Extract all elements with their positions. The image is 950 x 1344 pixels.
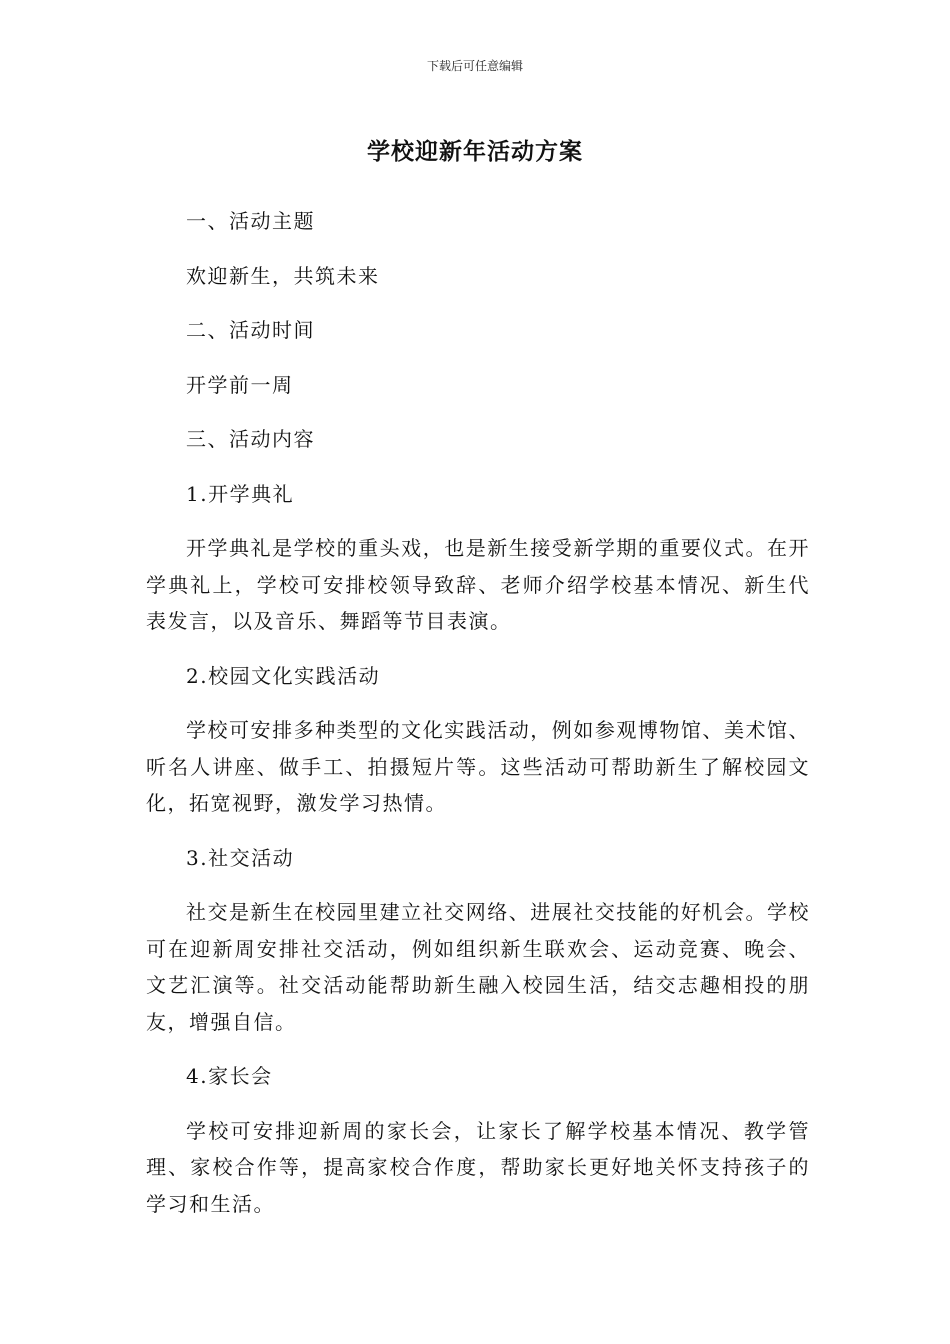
item-text-culture-activities: 学校可安排多种类型的文化实践活动，例如参观博物馆、美术馆、听名人讲座、做手工、拍摄短片等。这些活动可帮助新生了解校园文化，拓宽视野，激发学习热情。 — [146, 718, 810, 815]
item-text-opening-ceremony: 开学典礼是学校的重头戏，也是新生接受新学期的重要仪式。在开学典礼上，学校可安排校领导致辞、老师介绍学校基本情况、新生代表发言，以及音乐、舞蹈等节目表演。 — [146, 536, 810, 633]
item-heading-opening-ceremony: 1.开学典礼 — [186, 481, 295, 506]
item-text-social-activities: 社交是新生在校园里建立社交网络、进展社交技能的好机会。学校可在迎新周安排社交活动，例如组织新生联欢会、运动竞赛、晚会、文艺汇演等。社交活动能帮助新生融入校园生活，结交志趣相投的朋友，增强自信。 — [146, 900, 810, 1034]
item-heading-social-activities: 3.社交活动 — [186, 845, 295, 870]
theme-text: 欢迎新生，共筑未来 — [186, 263, 380, 288]
section-heading-time: 二、活动时间 — [186, 318, 315, 342]
document-body — [146, 203, 810, 1240]
document-title: 学校迎新年活动方案 — [367, 139, 583, 165]
item-heading-parent-meeting: 4.家长会 — [186, 1064, 273, 1088]
item-heading-culture-activities: 2.校园文化实践活动 — [186, 663, 381, 688]
section-heading-content: 三、活动内容 — [186, 427, 315, 451]
header-note: 下载后可任意编辑 — [426, 59, 523, 73]
section-heading-theme: 一、活动主题 — [186, 209, 315, 233]
item-text-parent-meeting: 学校可安排迎新周的家长会，让家长了解学校基本情况、教学管理、家校合作等，提高家校合作度，帮助家长更好地关怀支持孩子的学习和生活。 — [146, 1118, 810, 1216]
time-text: 开学前一周 — [186, 372, 294, 397]
